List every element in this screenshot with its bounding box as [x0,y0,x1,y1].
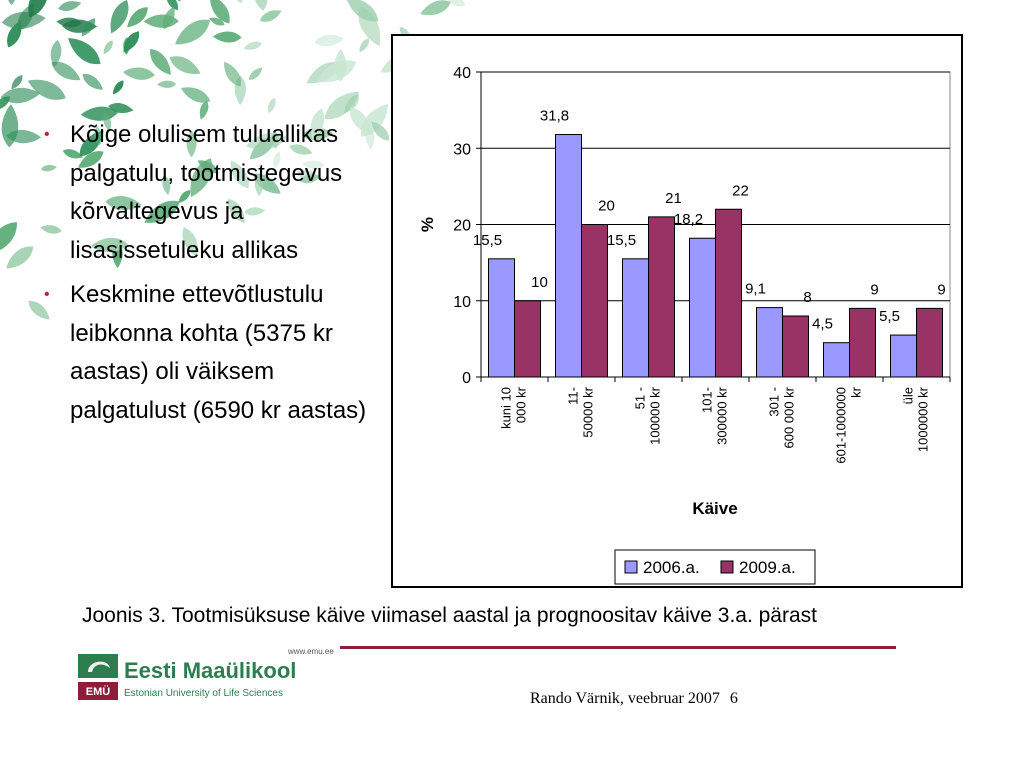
data-label: 9 [937,281,946,299]
logo-subtitle: Estonian University of Life Sciences [124,688,283,699]
bar [783,316,809,377]
bar [582,225,608,378]
leaf-shape [122,66,155,81]
university-logo [78,648,338,708]
legend-label: 2009.a. [739,558,796,577]
leaf-shape [120,28,143,55]
leaf-shape [63,32,105,70]
legend-swatch [625,561,637,573]
leaf-shape [7,0,16,5]
x-tick-label: 601-1000000kr [833,387,864,464]
bullet-item [44,116,374,270]
leaf-shape [228,0,247,5]
data-label: 5,5 [879,308,900,326]
leaf-shape [79,70,105,94]
leaf-shape [105,0,133,36]
bar [556,135,582,377]
y-axis-title: % [418,216,437,233]
y-tick-label: 0 [462,370,471,387]
page-number: 6 [729,690,738,707]
bullet-text: Keskmine ettevõtlustulu leibkonna kohta (5375 kr aastas) oli väiksem palgatulust (6590 kr aastas) [70,281,367,424]
data-label: 15,5 [606,231,637,249]
data-label: 9 [870,281,879,299]
y-tick-label: 10 [453,293,471,311]
bar [690,238,716,377]
figure-caption: Joonis 3. Tootmisüksuse käive viimasel aastal ja prognoositav käive 3.a. pärast [82,604,817,627]
data-label: 22 [732,182,749,200]
leaf-shape [266,97,278,115]
x-tick-label: 101-300000 kr [699,387,730,445]
bar [891,335,917,377]
bullet-item [44,276,374,430]
bar [623,259,649,377]
bar [649,217,675,377]
slide-footer [530,690,744,708]
bar [850,308,876,377]
bullet-text: Kõige olulisem tuluallikas palgatulu, tootmistegevus kõrvaltegevus ja lisasissetuleku allikas [70,121,343,264]
legend-label: 2006.a. [643,558,700,577]
bullet-dot-icon: • [44,286,50,303]
leaf-shape [314,33,345,48]
bar [757,308,783,377]
x-tick-label: üle1000000 kr [900,387,931,453]
x-tick-label: 11-50000 kr [565,387,596,438]
bar-chart [393,36,961,586]
bar [515,301,541,377]
leaf-shape [247,65,265,82]
x-tick-label: 301 -600 000 kr [766,387,797,449]
data-label: 4,5 [812,315,833,333]
y-tick-label: 30 [453,141,471,159]
x-tick-label: 51 -100000 kr [632,387,663,445]
data-label: 8 [803,289,812,306]
legend-swatch [721,561,733,573]
leaf-shape [251,0,270,12]
data-label: 10 [531,273,548,291]
leaf-shape [57,0,82,13]
x-axis-title: Käive [692,499,738,518]
logo-mark: EMÜ [85,686,111,698]
bullet-dot-icon: • [44,126,50,143]
data-label: 18,2 [673,211,704,229]
leaf-shape [167,52,204,80]
data-label: 15,5 [472,231,503,249]
y-tick-label: 20 [453,217,471,235]
leaf-shape [243,40,263,52]
bullet-list [44,116,374,436]
y-tick-label: 40 [453,65,471,82]
leaf-shape [170,13,214,51]
logo-url: www.emu.ee [288,648,334,656]
chart-frame [391,34,963,588]
leaf-shape [357,37,372,54]
bar [716,209,742,377]
leaf-shape [2,241,37,273]
data-label: 9,1 [745,280,766,298]
data-label: 21 [665,189,682,207]
leaf-shape [213,31,242,43]
divider-line [340,646,896,649]
bar [824,343,850,377]
logo-name: Eesti Maaülikool [124,658,297,683]
leaf-shape [101,39,115,56]
leaf-shape [418,0,453,20]
footer-author: Rando Värnik, veebruar 2007 [530,690,720,707]
leaf-shape [110,78,126,96]
leaf-shape [157,80,176,88]
x-tick-label: kuni 10000 kr [498,387,529,429]
data-label: 31,8 [539,107,570,125]
bar [489,259,515,377]
data-label: 20 [598,197,615,215]
leaf-shape [1,10,47,31]
bar [917,308,943,377]
